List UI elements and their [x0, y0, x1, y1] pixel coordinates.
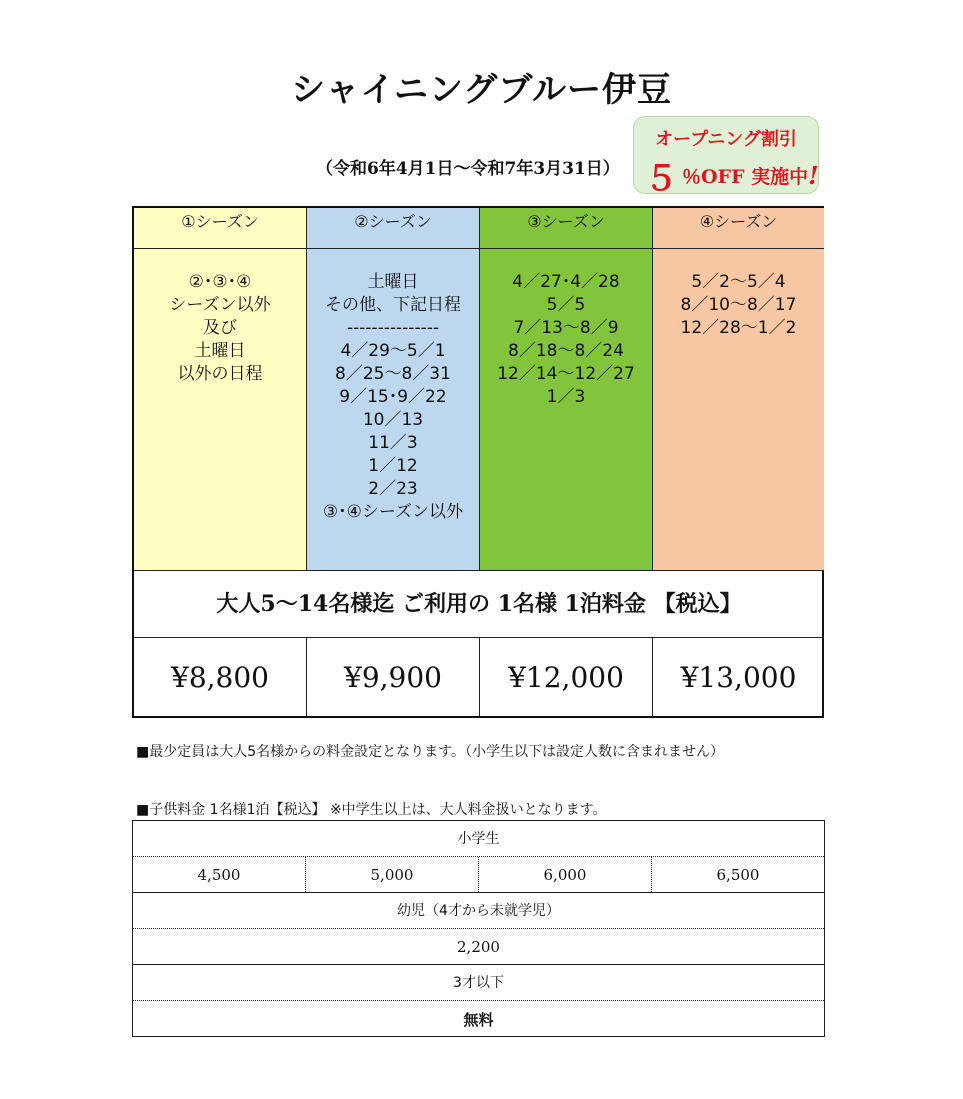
- under3-label-row: [133, 965, 824, 1001]
- promo-discount: [644, 151, 819, 200]
- season-dates: 土曜日 その他、下記日程 --------------- 4／29～5／1 8／25～8／31 9／15･9／22 10／13 11／3 1／12 2／23 ③･④シーズン以外: [322, 272, 464, 522]
- elementary-label: 小学生: [457, 831, 500, 847]
- infant-price-row: [133, 929, 824, 965]
- season-header: ④シーズン: [653, 208, 824, 249]
- promo-discount-number: ５: [644, 159, 678, 199]
- infant-price: 2,200: [457, 938, 500, 956]
- child-price-note: ■子供料金 1名様1泊【税込】 ※中学生以上は、大人料金扱いとなります。: [136, 802, 607, 818]
- infant-label-row: [133, 893, 824, 929]
- season-dates: 5／2～5／4 8／10～8／17 12／28～1／2: [680, 272, 797, 338]
- elementary-price-season-2: 5,000: [306, 857, 479, 892]
- child-price-table: [132, 820, 825, 1037]
- validity-period: （令和6年4月1日～令和7年3月31日）: [316, 159, 620, 179]
- minimum-capacity-note: ■最少定員は大人5名様からの料金設定となります。（小学生以下は設定人数に含まれません）: [136, 744, 725, 760]
- season-dates: ②･③･④ シーズン以外 及び 土曜日 以外の日程: [169, 272, 271, 384]
- promo-discount-text: ％OFF 実施中: [682, 166, 809, 188]
- adult-price-season-2: ¥9,900: [307, 638, 480, 716]
- elementary-price-season-3: 6,000: [479, 857, 652, 892]
- season-header: ③シーズン: [480, 208, 652, 249]
- adult-price-caption: 大人5～14名様迄 ご利用の 1名様 1泊料金 【税込】: [134, 571, 824, 638]
- season-header: ①シーズン: [134, 208, 306, 249]
- under3-price: 無料: [463, 1011, 494, 1029]
- opening-discount-badge: [633, 116, 819, 199]
- under3-price-row: [133, 1001, 824, 1036]
- season-column-1: [134, 208, 307, 571]
- elementary-label-row: [133, 821, 824, 857]
- adult-price-season-1: ¥8,800: [134, 638, 307, 716]
- page-title: シャイニングブルー伊豆: [291, 70, 672, 110]
- season-column-2: [307, 208, 480, 571]
- infant-label: 幼児（4才から未就学児）: [397, 903, 560, 919]
- season-header: ②シーズン: [307, 208, 479, 249]
- elementary-price-season-1: 4,500: [133, 857, 306, 892]
- exclamation-icon: !: [808, 161, 819, 190]
- season-column-4: [653, 208, 824, 571]
- under3-label: 3才以下: [453, 975, 504, 991]
- season-column-3: [480, 208, 653, 571]
- elementary-price-row: [133, 857, 824, 893]
- elementary-price-season-4: 6,500: [716, 866, 760, 884]
- adult-price-season-3: ¥12,000: [480, 638, 653, 716]
- season-dates: 4／27･4／28 5／5 7／13～8／9 8／18～8／24 12／14～12／27 1／3: [497, 272, 635, 407]
- adult-price-season-4: ¥13,000: [680, 661, 797, 694]
- promo-heading: オープニング割引: [655, 129, 797, 150]
- season-price-table: [132, 206, 824, 718]
